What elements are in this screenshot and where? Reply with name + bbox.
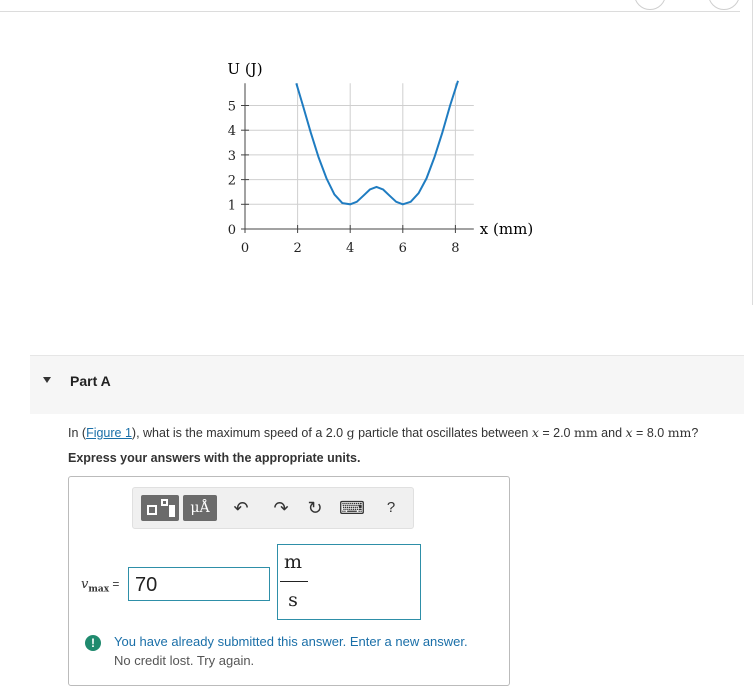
x-axis-label: x (mm): [479, 220, 534, 238]
templates-icon: [141, 495, 179, 521]
question-text: In (Figure 1), what is the maximum speed of a 2.0 g particle that oscillates between x = 2.0 mm and x = 8.0 mm?: [68, 425, 699, 440]
fraction-bar: [280, 581, 308, 582]
variable-label: $v_{max}$ =: [81, 577, 120, 595]
keyboard-icon[interactable]: ⌨: [339, 498, 365, 518]
y-tick-label: 1: [227, 198, 236, 214]
x-tick-label: 8: [451, 241, 460, 256]
units-button[interactable]: μÅ: [183, 495, 217, 521]
help-icon[interactable]: ?: [386, 499, 396, 516]
reset-icon[interactable]: ↻: [307, 498, 323, 518]
x-tick-label: 4: [346, 241, 355, 256]
energy-curve: [296, 81, 458, 205]
x-tick-label: 2: [293, 241, 302, 256]
y-axis-label: U (J): [227, 60, 263, 78]
value-input[interactable]: 70: [128, 567, 270, 601]
chart-grid: [245, 83, 474, 229]
collapse-caret-icon[interactable]: [43, 377, 51, 383]
y-tick-label: 5: [227, 99, 236, 115]
unit-denominator: s: [288, 589, 298, 611]
instruction-text: Express your answers with the appropriate units.: [68, 451, 361, 465]
y-tick-label: 0: [227, 223, 236, 238]
unit-input[interactable]: [277, 544, 421, 620]
feedback-hint: No credit lost. Try again.: [114, 653, 255, 668]
undo-icon[interactable]: ↶: [233, 498, 249, 518]
part-a-header[interactable]: [30, 355, 744, 414]
y-tick-label: 2: [227, 173, 236, 189]
alert-icon: !: [85, 635, 101, 651]
potential-energy-chart: [0, 0, 755, 300]
figure-link[interactable]: Figure 1: [86, 426, 132, 440]
feedback-message: You have already submitted this answer. Enter a new answer.: [114, 634, 468, 649]
part-title: Part A: [70, 373, 111, 389]
math-toolbar: [132, 487, 414, 529]
x-tick-label: 0: [240, 241, 250, 256]
y-tick-label: 3: [227, 148, 236, 164]
redo-icon[interactable]: ↷: [273, 498, 289, 518]
unit-numerator: m: [283, 551, 303, 573]
templates-button[interactable]: [141, 495, 179, 521]
answer-box: [68, 476, 510, 686]
x-tick-label: 6: [398, 241, 407, 256]
y-tick-label: 4: [227, 124, 236, 140]
